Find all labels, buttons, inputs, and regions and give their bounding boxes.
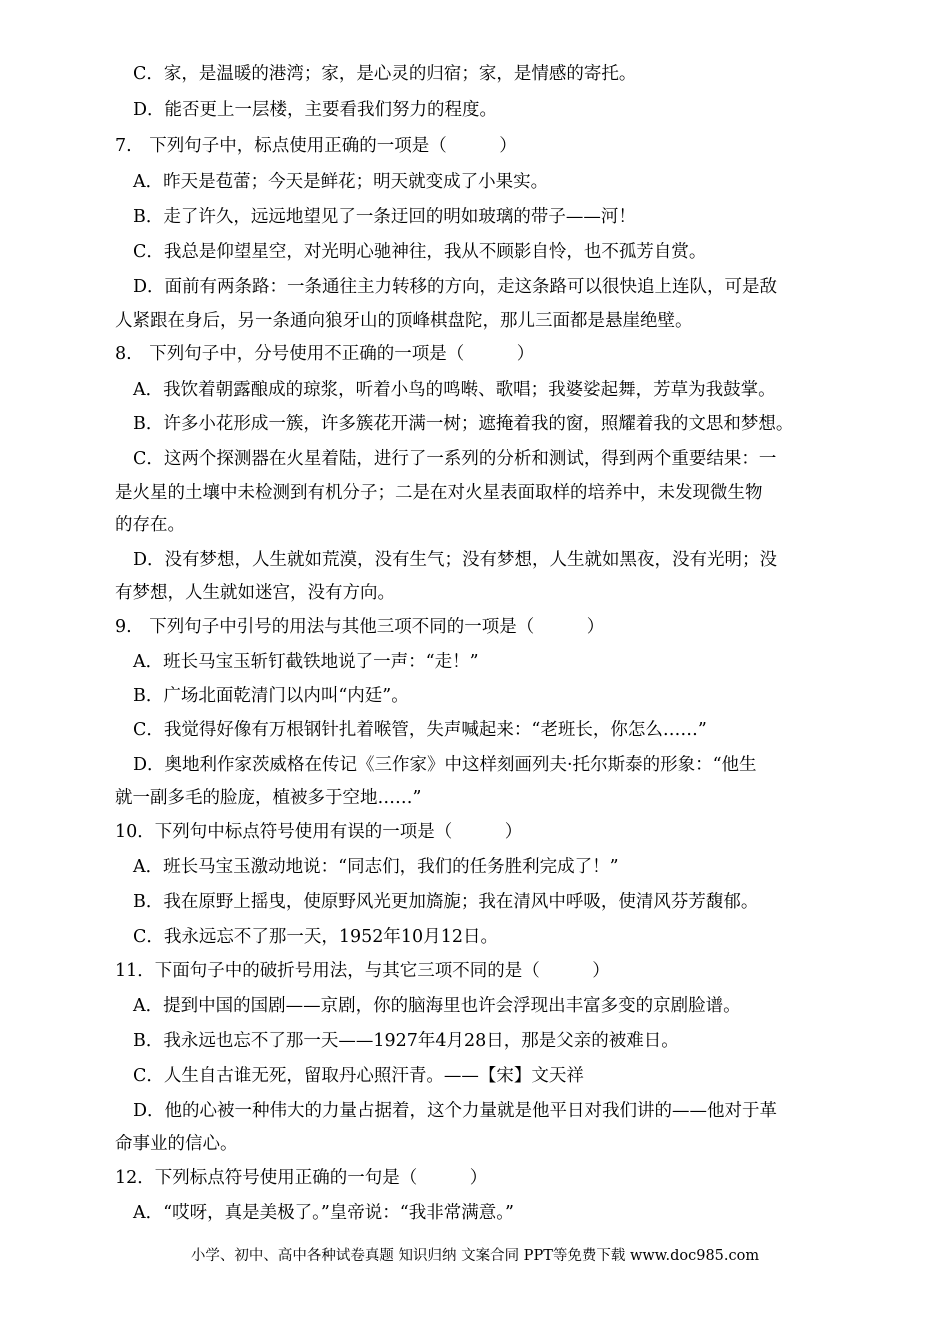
q10-option-b: B．我在原野上摇曳，使原野风光更加旖旎；我在清风中呼吸，使清风芬芳馥郁。	[133, 892, 759, 912]
q8-option-c-cont-2: 的存在。	[115, 515, 185, 535]
q9-option-b: B．广场北面乾清门以内叫“内廷”。	[133, 686, 409, 706]
q7-option-d-cont: 人紧跟在身后，另一条通向狼牙山的顶峰棋盘陀，那儿三面都是悬崖绝壁。	[115, 311, 693, 331]
q7-option-d: D．面前有两条路：一条通往主力转移的方向，走这条路可以很快追上连队，可是敌	[133, 277, 778, 297]
q11-option-d-cont: 命事业的信心。	[115, 1134, 238, 1154]
option-d-line: D．能否更上一层楼，主要看我们努力的程度。	[133, 100, 498, 120]
q7-option-a: A．昨天是苞蕾；今天是鲜花；明天就变成了小果实。	[133, 172, 549, 192]
q10-option-c: C．我永远忘不了那一天，1952年10月12日。	[133, 927, 498, 947]
q8-option-d: D．没有梦想，人生就如荒漠，没有生气；没有梦想，人生就如黑夜，没有光明；没	[133, 550, 778, 570]
q7-option-c: C．我总是仰望星空，对光明心驰神往，我从不顾影自怜，也不孤芳自赏。	[133, 242, 707, 262]
q9-option-d-cont: 就一副多毛的脸庞，植被多于空地……”	[115, 788, 422, 808]
question-7-stem: 7. 下列句子中，标点使用正确的一项是（ ）	[115, 136, 517, 156]
q12-option-a: A．“哎呀，真是美极了。”皇帝说：“我非常满意。”	[133, 1203, 514, 1223]
q9-option-a: A．班长马宝玉斩钉截铁地说了一声：“走！”	[133, 652, 479, 672]
question-8-stem: 8. 下列句子中，分号使用不正确的一项是（ ）	[115, 344, 535, 364]
q11-option-a: A．提到中国的国剧——京剧，你的脑海里也许会浮现出丰富多变的京剧脸谱。	[133, 996, 741, 1016]
q8-option-c-cont-1: 是火星的土壤中未检测到有机分子；二是在对火星表面取样的培养中，未发现微生物	[115, 483, 763, 503]
q7-option-b: B．走了许久，远远地望见了一条迂回的明如玻璃的带子——河！	[133, 207, 636, 227]
q11-option-c: C．人生自古谁无死，留取丹心照汗青。——【宋】文天祥	[133, 1066, 584, 1086]
q11-option-d: D．他的心被一种伟大的力量占据着，这个力量就是他平日对我们讲的——他对于革	[133, 1101, 778, 1121]
q10-option-a: A．班长马宝玉激动地说：“同志们，我们的任务胜利完成了！”	[133, 857, 619, 877]
q8-option-d-cont: 有梦想，人生就如迷宫，没有方向。	[115, 583, 395, 603]
q9-option-d: D．奥地利作家茨威格在传记《三作家》中这样刻画列夫·托尔斯泰的形象：“他生	[133, 755, 757, 775]
q11-option-b: B．我永远也忘不了那一天——1927年4月28日，那是父亲的被难日。	[133, 1031, 679, 1051]
page-footer: 小学、初中、高中各种试卷真题 知识归纳 文案合同 PPT等免费下载 www.doc985.com	[190, 1248, 760, 1264]
q8-option-c: C．这两个探测器在火星着陆，进行了一系列的分析和测试，得到两个重要结果：一	[133, 449, 777, 469]
option-c-line: C．家，是温暖的港湾；家，是心灵的归宿；家，是情感的寄托。	[133, 64, 637, 84]
question-12-stem: 12．下列标点符号使用正确的一句是（ ）	[115, 1168, 488, 1188]
question-11-stem: 11．下面句子中的破折号用法，与其它三项不同的是（ ）	[115, 961, 610, 981]
q9-option-c: C．我觉得好像有万根钢针扎着喉管，失声喊起来：“老班长，你怎么……”	[133, 720, 707, 740]
q8-option-a: A．我饮着朝露酿成的琼浆，听着小鸟的鸣啭、歌唱；我婆娑起舞，芳草为我鼓掌。	[133, 380, 776, 400]
question-10-stem: 10．下列句中标点符号使用有误的一项是（ ）	[115, 822, 523, 842]
q8-option-b: B．许多小花形成一簇，许多簇花开满一树；遮掩着我的窗，照耀着我的文思和梦想。	[133, 414, 794, 434]
question-9-stem: 9. 下列句子中引号的用法与其他三项不同的一项是（ ）	[115, 617, 605, 637]
